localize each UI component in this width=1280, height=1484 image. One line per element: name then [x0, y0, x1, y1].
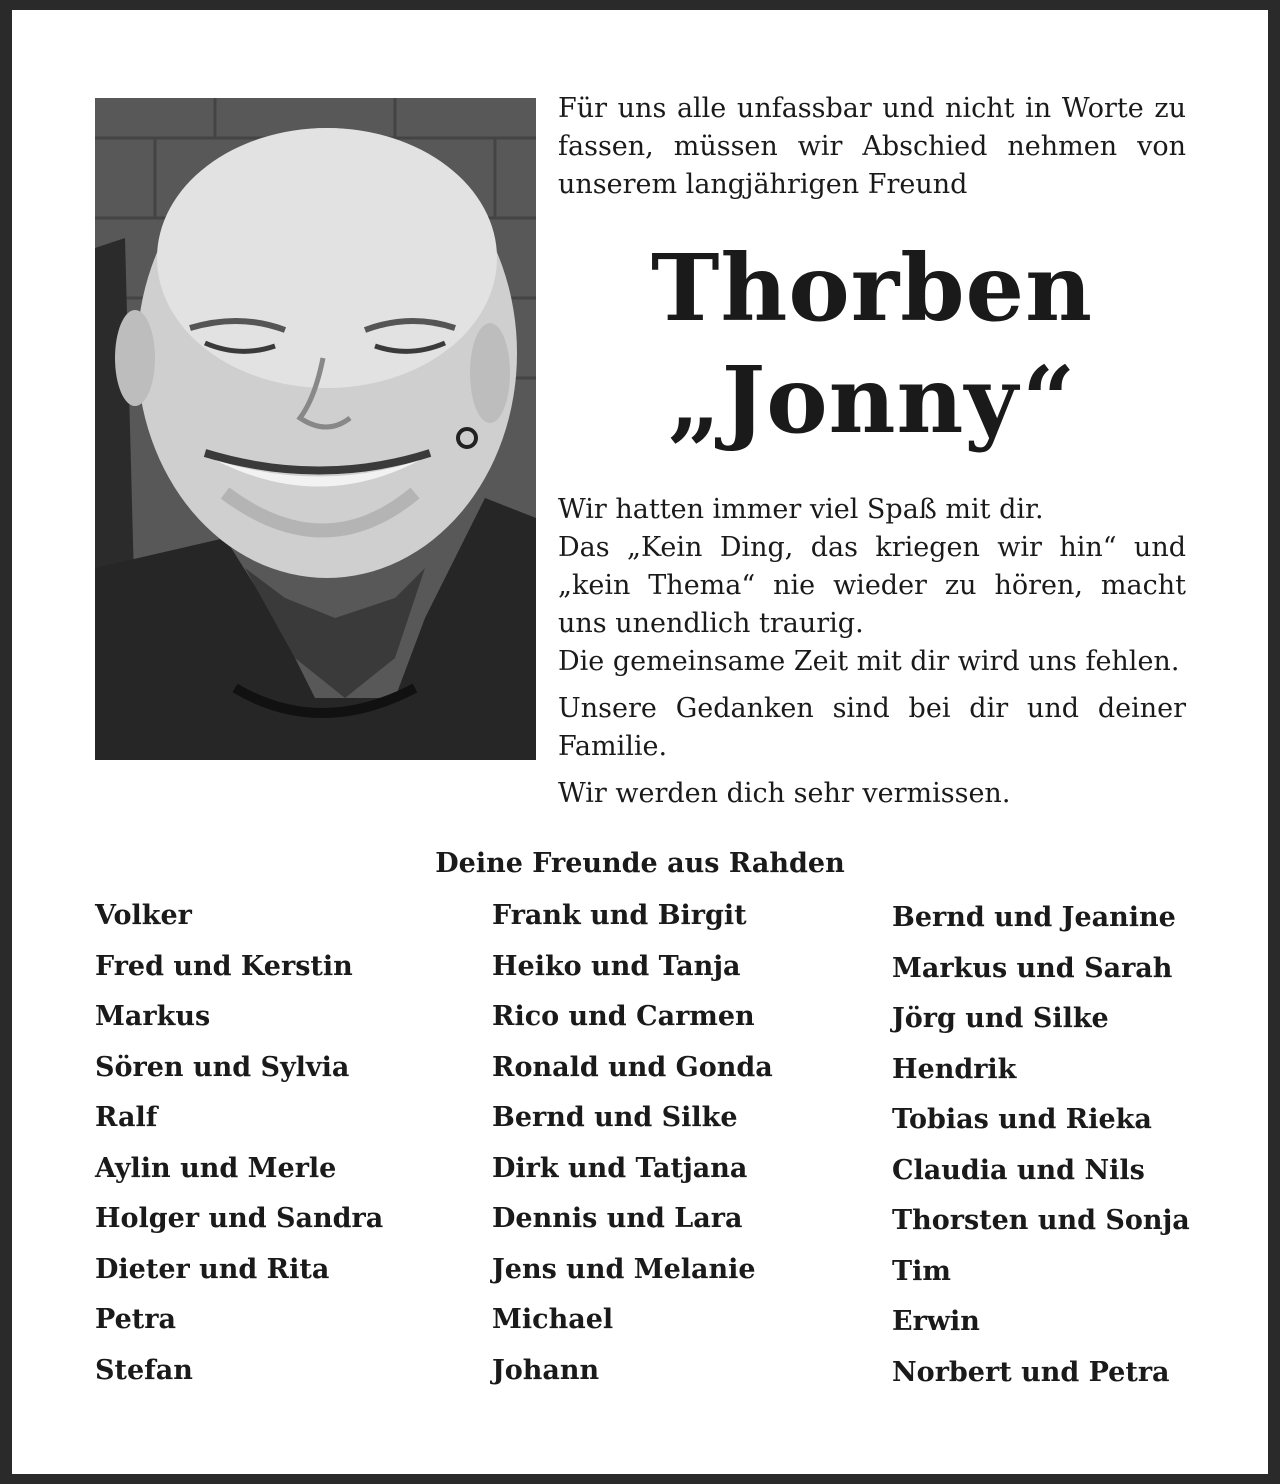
friend-name: Johann — [492, 1354, 600, 1386]
obituary-card — [12, 10, 1268, 1474]
friend-name: Jens und Melanie — [492, 1253, 756, 1285]
friend-name: Dirk und Tatjana — [492, 1152, 748, 1184]
friend-name: Volker — [95, 900, 192, 931]
portrait-photo — [95, 98, 536, 760]
message-line: Die gemeinsame Zeit mit dir wird uns fehlen. — [558, 646, 1180, 677]
intro-text: Für uns alle unfassbar und nicht in Worte zu fassen, müssen wir Abschied nehmen von unserem langjährigen Freund — [558, 93, 1186, 200]
friend-name: Norbert und Petra — [892, 1356, 1170, 1388]
friends-column-3 — [892, 900, 1190, 1405]
friend-name: Stefan — [95, 1354, 193, 1386]
friend-name: Bernd und Jeanine — [892, 902, 1176, 933]
friend-name: Bernd und Silke — [492, 1102, 738, 1133]
friend-name: Erwin — [892, 1306, 980, 1337]
friend-name: Jörg und Silke — [892, 1003, 1109, 1034]
friend-name: Dieter und Rita — [95, 1253, 330, 1285]
friend-name: Frank und Birgit — [492, 900, 747, 931]
friends-column-1 — [95, 898, 383, 1403]
friend-name: Rico und Carmen — [492, 1001, 755, 1032]
message-line: Wir hatten immer viel Spaß mit dir. — [558, 494, 1044, 525]
friend-name: Ralf — [95, 1102, 158, 1133]
friend-name: Tobias und Rieka — [892, 1104, 1152, 1135]
message-line: Unsere Gedanken sind bei dir und deiner Familie. — [558, 693, 1186, 762]
deceased-name — [558, 232, 1186, 456]
message-text — [558, 491, 1186, 813]
signoff-heading: Deine Freunde aus Rahden — [435, 848, 845, 879]
friend-name: Heiko und Tanja — [492, 950, 741, 982]
portrait-illustration — [95, 98, 536, 760]
friend-name: Tim — [892, 1255, 951, 1287]
message-line: Wir werden dich sehr vermissen. — [558, 778, 1011, 809]
message-line: Das „Kein Ding, das kriegen wir hin“ und „kein Thema“ nie wieder zu hören, macht uns unendlich traurig. — [558, 532, 1186, 639]
friend-name: Holger und Sandra — [95, 1203, 384, 1234]
friend-name: Petra — [95, 1304, 176, 1335]
friend-name: Sören und Sylvia — [95, 1051, 350, 1083]
friends-column-2 — [492, 898, 773, 1403]
friend-name: Fred und Kerstin — [95, 950, 353, 982]
friend-name: Dennis und Lara — [492, 1203, 743, 1234]
friend-name: Claudia und Nils — [892, 1154, 1145, 1186]
friend-name: Markus und Sarah — [892, 952, 1173, 984]
first-name: Thorben — [651, 234, 1093, 342]
nickname: „Jonny“ — [667, 346, 1077, 454]
friend-name: Ronald und Gonda — [492, 1051, 773, 1083]
friend-name: Thorsten und Sonja — [892, 1205, 1190, 1236]
friend-name: Aylin und Merle — [95, 1152, 337, 1184]
friend-name: Markus — [95, 1001, 211, 1032]
friend-name: Hendrik — [892, 1053, 1017, 1085]
friend-name: Michael — [492, 1304, 614, 1335]
